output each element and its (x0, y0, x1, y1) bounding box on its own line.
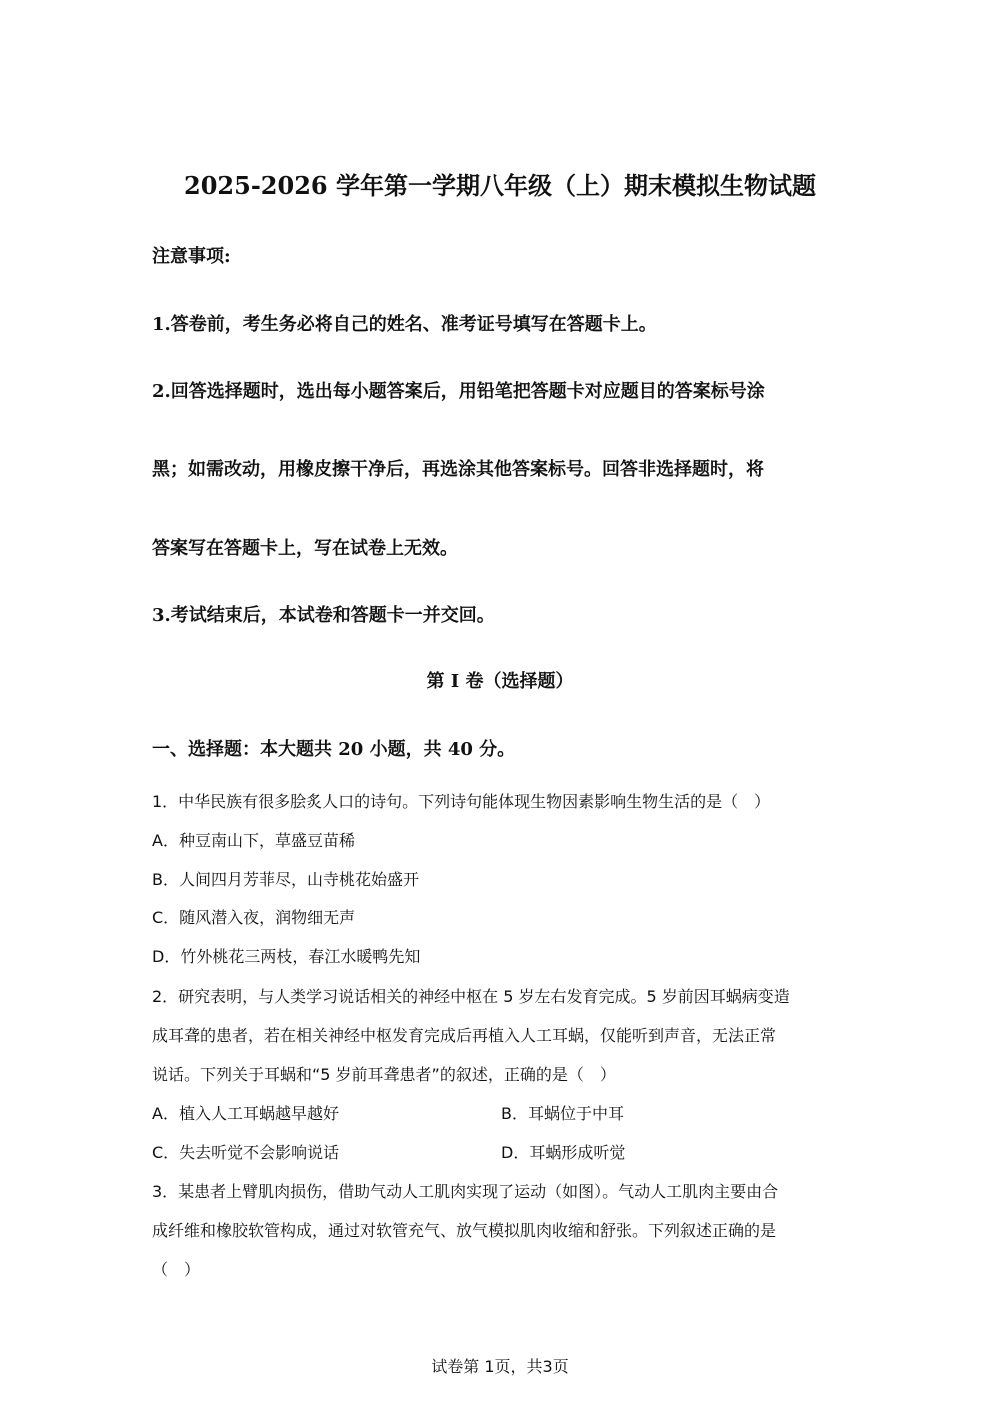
question-3-stem-line-1: 3．某患者上臂肌肉损伤，借助气动人工肌肉实现了运动（如图）。气动人工肌肉主要由合 (152, 1182, 779, 1201)
question-3-stem-line-3: （ ） (152, 1260, 201, 1279)
question-2-stem-line-3: 说话。下列关于耳蜗和“5 岁前耳聋患者”的叙述，正确的是（ ） (152, 1065, 616, 1084)
section-heading: 一、选择题：本大题共 20 小题，共 40 分。 (152, 739, 516, 760)
question-1-option-a: A．种豆南山下，草盛豆苗稀 (152, 831, 355, 850)
question-2-option-d: D．耳蜗形成听觉 (501, 1143, 626, 1162)
notice-item-1: 1.答卷前，考生务必将自己的姓名、准考证号填写在答题卡上。 (152, 314, 657, 335)
page-title: 2025-2026 学年第一学期八年级（上）期末模拟生物试题 (184, 171, 816, 200)
question-2-stem-line-2: 成耳聋的患者，若在相关神经中枢发育完成后再植入人工耳蜗，仅能听到声音，无法正常 (152, 1026, 777, 1045)
notice-item-2-line-2: 黑；如需改动，用橡皮擦干净后，再选涂其他答案标号。回答非选择题时，将 (152, 459, 764, 480)
notice-item-3: 3.考试结束后，本试卷和答题卡一并交回。 (152, 605, 495, 626)
question-2-option-b: B．耳蜗位于中耳 (501, 1104, 624, 1123)
question-1-option-c: C．随风潜入夜，润物细无声 (152, 908, 356, 927)
question-1-option-d: D．竹外桃花三两枝，春江水暖鸭先知 (152, 947, 421, 966)
question-3-stem-line-2: 成纤维和橡胶软管构成，通过对软管充气、放气模拟肌肉收缩和舒张。下列叙述正确的是 (152, 1221, 777, 1240)
question-1-stem: 1．中华民族有很多脍炙人口的诗句。下列诗句能体现生物因素影响生物生活的是（ ） (152, 792, 771, 811)
notice-item-2-line-1: 2.回答选择题时，选出每小题答案后，用铅笔把答题卡对应题目的答案标号涂 (152, 381, 765, 402)
question-1-option-b: B．人间四月芳菲尽，山寺桃花始盛开 (152, 870, 419, 889)
question-2-option-a: A．植入人工耳蜗越早越好 (152, 1104, 339, 1123)
question-2-option-c: C．失去听觉不会影响说话 (152, 1143, 340, 1162)
part-heading: 第 I 卷（选择题） (426, 671, 574, 692)
notice-heading: 注意事项: (152, 246, 231, 267)
notice-item-2-line-3: 答案写在答题卡上，写在试卷上无效。 (152, 538, 458, 559)
page-footer: 试卷第 1页，共3页 (431, 1357, 569, 1376)
question-2-stem-line-1: 2．研究表明，与人类学习说话相关的神经中枢在 5 岁左右发育完成。5 岁前因耳蜗病变造 (152, 987, 790, 1006)
